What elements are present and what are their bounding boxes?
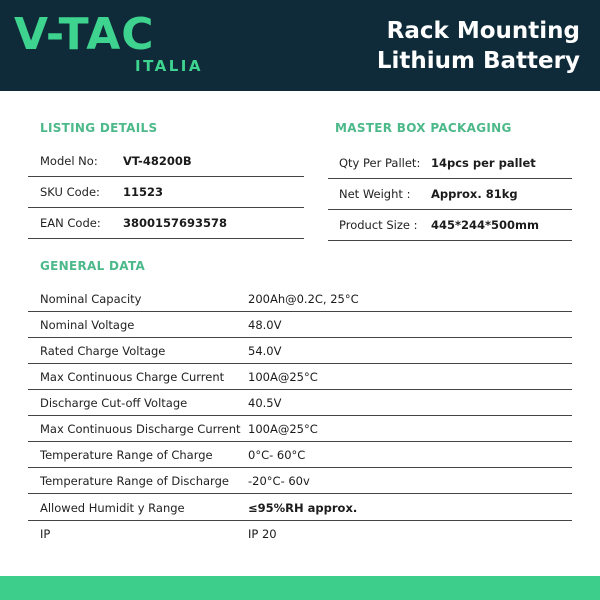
master-box-value: 14pcs per pallet xyxy=(431,156,536,170)
general-row xyxy=(28,521,572,547)
general-label: Nominal Capacity xyxy=(40,291,142,306)
general-row xyxy=(28,338,572,364)
general-row xyxy=(28,468,572,494)
listing-row-ean xyxy=(28,208,304,239)
general-label: Rated Charge Voltage xyxy=(40,343,166,358)
master-box-label: Qty Per Pallet: xyxy=(339,156,421,170)
listing-label: Model No: xyxy=(40,154,98,168)
general-row xyxy=(28,312,572,338)
general-value: 0°C- 60°C xyxy=(248,447,306,462)
listing-value: 3800157693578 xyxy=(123,216,228,230)
listing-value: 11523 xyxy=(123,185,164,199)
general-value: 40.5V xyxy=(248,395,282,410)
general-value: ≤95%RH approx. xyxy=(248,500,358,515)
master-box-row-qty xyxy=(328,148,572,179)
listing-value: VT-48200B xyxy=(123,154,192,168)
general-value: IP 20 xyxy=(248,527,277,541)
general-value: -20°C- 60v xyxy=(248,473,310,488)
header-bar xyxy=(0,0,600,91)
general-label: Allowed Humidit y Range xyxy=(40,500,185,515)
general-data-title: GENERAL DATA xyxy=(40,259,146,273)
listing-row-model xyxy=(28,146,304,177)
general-label: Temperature Range of Discharge xyxy=(40,473,229,488)
master-box-row-size xyxy=(328,210,572,241)
general-value: 48.0V xyxy=(248,317,282,332)
footer-bar xyxy=(0,576,600,600)
general-label: Nominal Voltage xyxy=(40,317,135,332)
page-title-line2: Lithium Battery xyxy=(376,48,580,74)
general-value: 100A@25°C xyxy=(248,421,318,436)
logo-subtext: ITALIA xyxy=(134,57,203,75)
brand-logo xyxy=(14,9,209,82)
logo-text: V-TAC xyxy=(14,9,155,60)
general-label: Discharge Cut-off Voltage xyxy=(40,395,188,410)
general-value: 200Ah@0.2C, 25°C xyxy=(248,291,359,306)
general-row xyxy=(28,442,572,468)
general-row xyxy=(28,416,572,442)
master-box-row-weight xyxy=(328,179,572,210)
general-row xyxy=(28,495,572,521)
general-value: 100A@25°C xyxy=(248,369,318,384)
general-value: 54.0V xyxy=(248,343,282,358)
general-label: IP xyxy=(40,527,51,541)
general-row xyxy=(28,364,572,390)
listing-label: EAN Code: xyxy=(40,216,101,230)
master-box-label: Product Size : xyxy=(339,218,418,232)
listing-row-sku xyxy=(28,177,304,208)
general-label: Max Continuous Charge Current xyxy=(40,369,225,384)
page-title-line1: Rack Mounting xyxy=(386,18,580,44)
master-box-title: MASTER BOX PACKAGING xyxy=(335,121,512,135)
listing-label: SKU Code: xyxy=(40,185,100,199)
master-box-label: Net Weight : xyxy=(339,187,411,201)
general-row xyxy=(28,286,572,312)
page-title xyxy=(377,16,580,76)
master-box-value: Approx. 81kg xyxy=(431,187,518,201)
listing-details-title: LISTING DETAILS xyxy=(40,121,158,135)
general-row xyxy=(28,390,572,416)
master-box-value: 445*244*500mm xyxy=(431,218,540,232)
general-label: Temperature Range of Charge xyxy=(40,447,213,462)
general-label: Max Continuous Discharge Current xyxy=(40,421,241,436)
